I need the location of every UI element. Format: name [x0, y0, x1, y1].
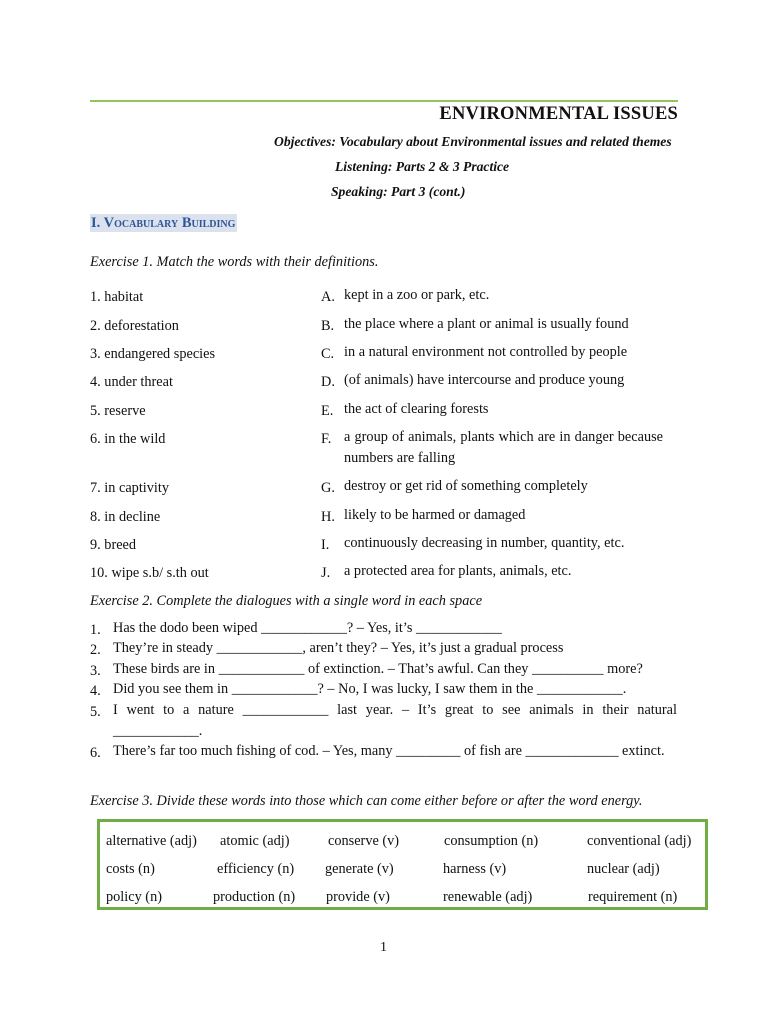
word-cell: efficiency (n) [217, 861, 295, 877]
definition-text: a protected area for plants, animals, etc. [344, 563, 572, 579]
exercise-3-title: Exercise 3. Divide these words into those which can come either before or after the word energy. [90, 793, 643, 809]
definition-letter: A. [321, 289, 335, 305]
dialogue-number: 2. [90, 642, 101, 658]
match-word: 4. under threat [90, 374, 173, 390]
definition-letter: D. [321, 374, 335, 390]
word-cell: policy (n) [106, 889, 162, 905]
definition-text: in a natural environment not controlled by people [344, 344, 628, 360]
page-title: ENVIRONMENTAL ISSUES [439, 104, 678, 124]
section-heading: I. Vocabulary Building [91, 215, 236, 231]
word-box [97, 819, 708, 910]
match-word: 3. endangered species [90, 346, 216, 362]
word-cell: atomic (adj) [220, 833, 290, 849]
definition-text: (of animals) have intercourse and produce young [344, 372, 625, 388]
word-cell: requirement (n) [588, 889, 678, 905]
dialogue-number: 5. [90, 704, 101, 720]
dialogue-text: They’re in steady ____________, aren’t they? – Yes, it’s just a gradual process [113, 640, 564, 656]
definition-letter: G. [321, 480, 335, 496]
exercise-2-title: Exercise 2. Complete the dialogues with a single word in each space [90, 593, 483, 609]
word-cell: generate (v) [325, 861, 394, 877]
definition-letter: I. [321, 537, 330, 553]
dialogue-text: There’s far too much fishing of cod. – Yes, many _________ of fish are _____________ extinct. [113, 743, 665, 759]
match-word: 6. in the wild [90, 431, 166, 447]
header-rule [90, 100, 678, 102]
match-word: 8. in decline [90, 509, 161, 525]
dialogue-number: 1. [90, 622, 101, 638]
definition-letter: H. [321, 509, 335, 525]
dialogue-text: I went to a nature ____________ last year. – It’s great to see animals in their natural ____________. [113, 702, 677, 739]
match-word: 10. wipe s.b/ s.th out [90, 565, 209, 581]
dialogue-number: 3. [90, 663, 101, 679]
word-cell: conserve (v) [328, 833, 400, 849]
definition-text: the place where a plant or animal is usually found [344, 316, 629, 332]
page-number: 1 [380, 940, 387, 955]
word-cell: alternative (adj) [106, 833, 197, 849]
dialogue-number: 4. [90, 683, 101, 699]
definition-text: continuously decreasing in number, quantity, etc. [344, 535, 625, 551]
word-cell: production (n) [213, 889, 296, 905]
word-cell: harness (v) [443, 861, 507, 877]
word-cell: conventional (adj) [587, 833, 692, 849]
speaking-line: Speaking: Part 3 (cont.) [331, 184, 466, 199]
match-word: 9. breed [90, 537, 137, 553]
definition-letter: F. [321, 431, 332, 447]
dialogue-text: Has the dodo been wiped ____________? – Yes, it’s ____________ [113, 620, 502, 636]
match-word: 1. habitat [90, 289, 144, 305]
definition-text: the act of clearing forests [344, 401, 489, 417]
definition-letter: B. [321, 318, 335, 334]
dialogue-number: 6. [90, 745, 101, 761]
definition-letter: E. [321, 403, 334, 419]
definition-text: kept in a zoo or park, etc. [344, 287, 490, 303]
definition-text: a group of animals, plants which are in danger because numbers are falling [344, 429, 663, 466]
word-cell: costs (n) [106, 861, 155, 877]
word-cell: renewable (adj) [443, 889, 533, 905]
word-cell: consumption (n) [444, 833, 539, 849]
definition-letter: J. [321, 565, 331, 581]
word-cell: nuclear (adj) [587, 861, 660, 877]
match-word: 2. deforestation [90, 318, 179, 334]
dialogue-text: These birds are in ____________ of extinction. – That’s awful. Can they __________ more? [113, 661, 643, 677]
objectives-line: Objectives: Vocabulary about Environmental issues and related themes [274, 134, 672, 149]
word-cell: provide (v) [326, 889, 390, 905]
dialogue-text: Did you see them in ____________? – No, I was lucky, I saw them in the ____________. [113, 681, 627, 697]
definition-text: destroy or get rid of something completely [344, 478, 588, 494]
exercise-1-title: Exercise 1. Match the words with their definitions. [90, 254, 379, 270]
definition-letter: C. [321, 346, 335, 362]
match-word: 7. in captivity [90, 480, 170, 496]
listening-line: Listening: Parts 2 & 3 Practice [335, 159, 510, 174]
match-word: 5. reserve [90, 403, 146, 419]
definition-text: likely to be harmed or damaged [344, 507, 526, 523]
